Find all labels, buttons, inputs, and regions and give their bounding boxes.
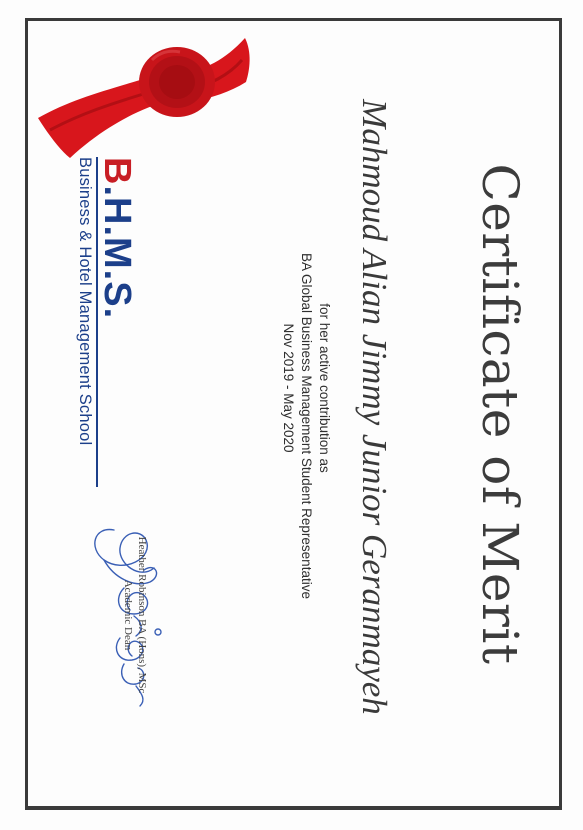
recipient-name: Mahmoud Alian Jimmy Junior Geranmayeh [355,99,394,715]
ribbon-seal-icon [30,30,255,160]
signatory-name: Heather Robinson BA (Hons), MSc [136,536,148,694]
logo-mark-rest: .H.M.S. [96,185,138,320]
school-name: Business & Hotel Management School [75,157,98,487]
citation-line: Nov 2019 - May 2020 [281,323,296,453]
logo-mark [98,157,136,487]
citation-line: for her active contribution as [317,303,332,473]
school-logo [76,157,136,487]
signatory-block [117,520,149,710]
citation-line: BA Global Business Management Student Representative [299,253,314,599]
certificate-title: Certificate of Merit [471,163,529,665]
logo-mark-initial: B [96,157,138,186]
citation-block [261,253,333,599]
signatory-role: Academic Dean [122,579,134,651]
